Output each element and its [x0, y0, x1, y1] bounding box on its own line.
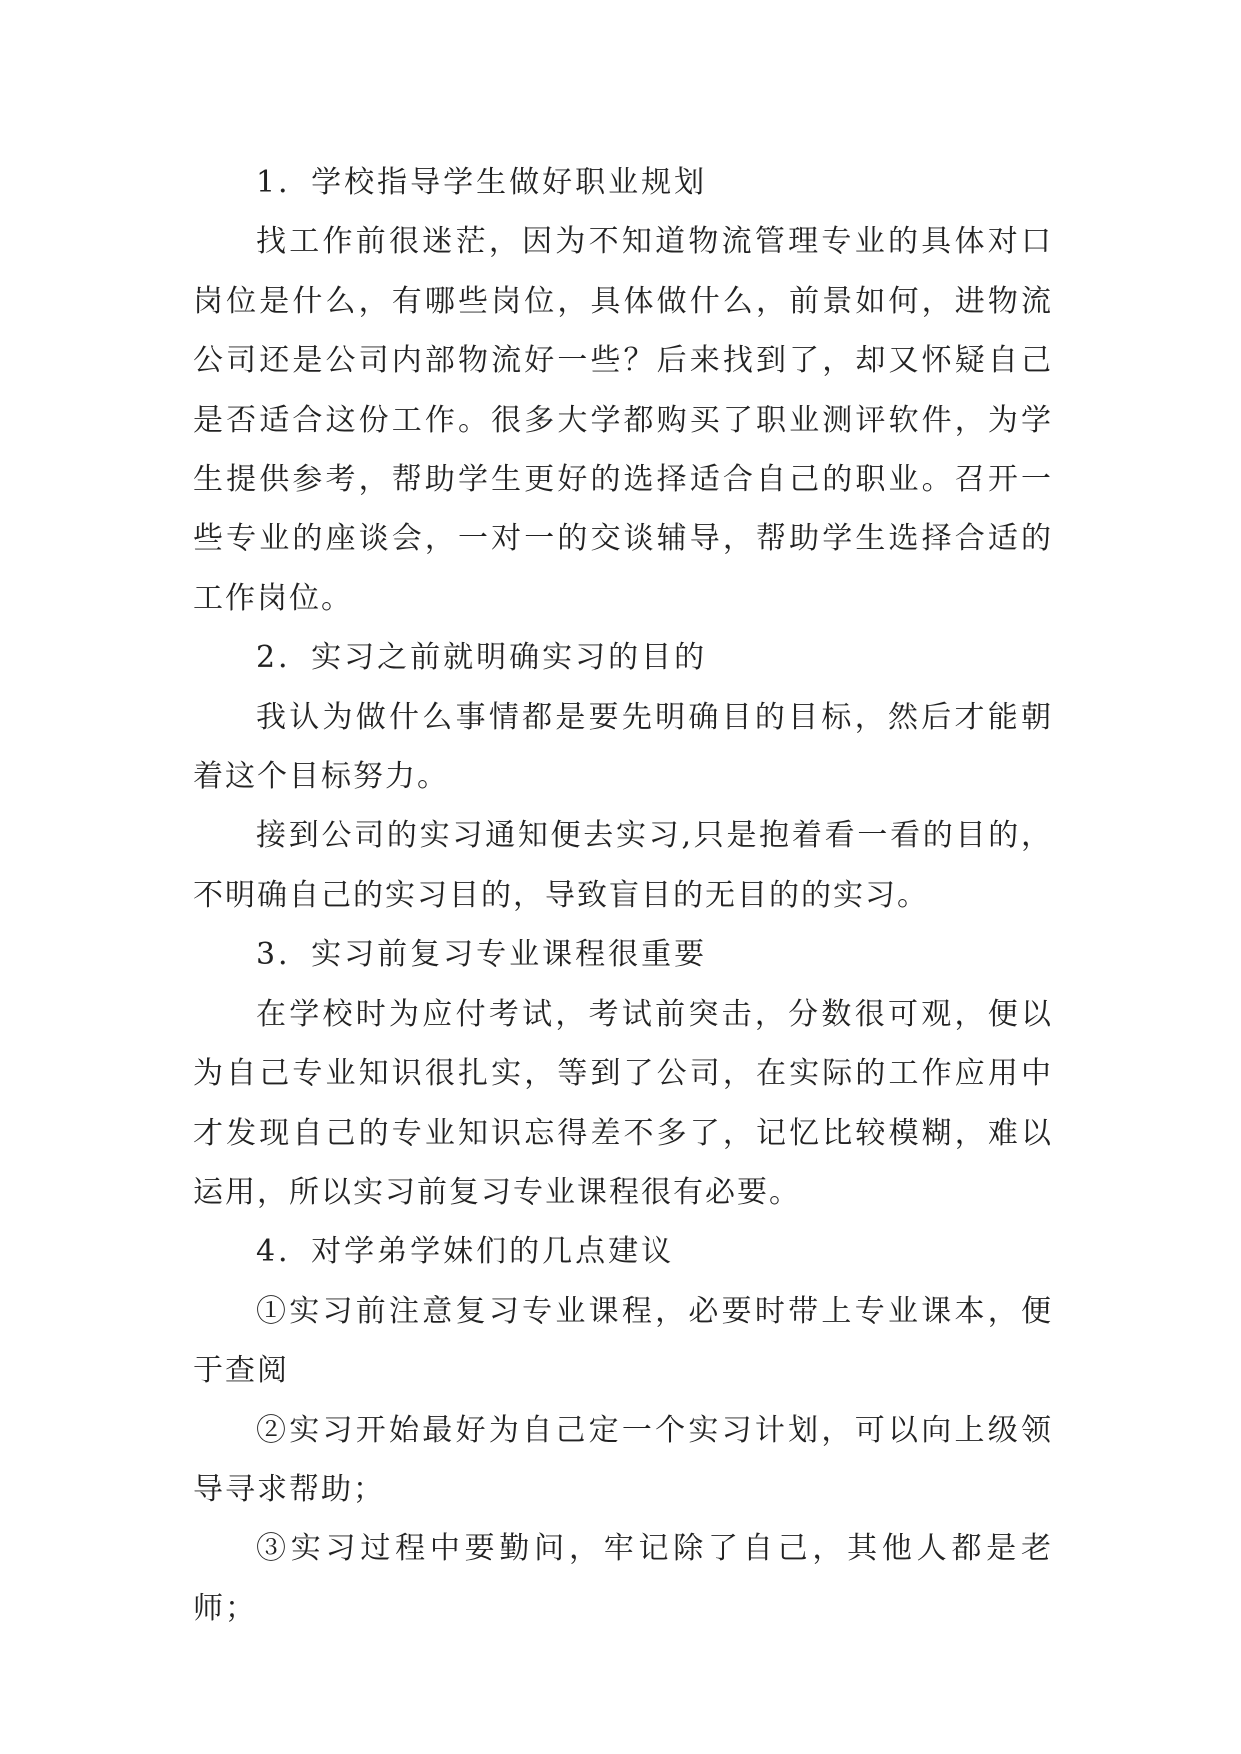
suggestion-item-3: ③实习过程中要勤问，牢记除了自己，其他人都是老师； — [193, 1531, 1053, 1626]
paragraph-internship-notice: 接到公司的实习通知便去实习,只是抱着看一看的目的，不明确自己的实习目的，导致盲目的无目的的实习。 — [193, 818, 1053, 913]
suggestion-item-1: ①实习前注意复习专业课程，必要时带上专业课本，便于查阅 — [193, 1293, 1053, 1389]
suggestion-item-2: ②实习开始最好为自己定一个实习计划，可以向上级领导寻求帮助； — [193, 1412, 1053, 1507]
document-page — [193, 153, 1053, 1638]
section-heading-1: 1．学校指导学生做好职业规划 — [256, 165, 708, 200]
section-heading-4: 4．对学弟学妹们的几点建议 — [256, 1234, 675, 1270]
paragraph-career-planning: 找工作前很迷茫，因为不知道物流管理专业的具体对口岗位是什么，有哪些岗位，具体做什么，前景如何，进物流公司还是公司内部物流好一些？后来找到了，却又怀疑自己是否适合这份工作。很多大学都购买了职业测评软件，为学生提供参考，帮助学生更好的选择适合自己的职业。召开一些专业的座谈会，一对一的交谈辅导，帮助学生选择合适的工作岗位。 — [193, 224, 1053, 616]
paragraph-clear-goal: 我认为做什么事情都是要先明确目的目标，然后才能朝着这个目标努力。 — [193, 699, 1053, 795]
section-heading-3: 3．实习前复习专业课程很重要 — [256, 937, 708, 973]
section-heading-2: 2．实习之前就明确实习的目的 — [256, 640, 708, 676]
paragraph-review-courses: 在学校时为应付考试，考试前突击，分数很可观，便以为自己专业知识很扎实，等到了公司，在实际的工作应用中才发现自己的专业知识忘得差不多了，记忆比较模糊，难以运用，所以实习前复习专业课程很有必要。 — [193, 996, 1053, 1210]
